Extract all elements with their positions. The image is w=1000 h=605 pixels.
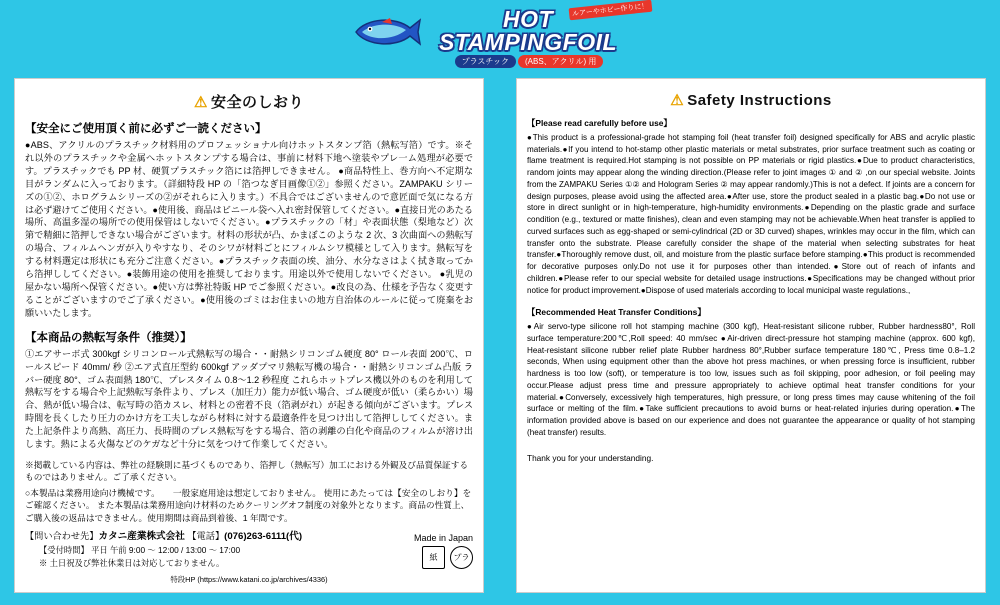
tel-label: 【電話】 [187, 530, 225, 541]
made-in-label: Made in Japan [413, 533, 473, 544]
logo-line-1: HOT [502, 6, 554, 32]
logo-sub-left: プラスチック [455, 55, 516, 68]
panel-japanese [14, 78, 484, 593]
holiday-note: ※ 土日祝及び弊社休業日は対応しておりません。 [39, 557, 225, 568]
contact-label: 【問い合わせ先】 [25, 530, 99, 541]
left-section2-heading: 【本商品の熱転写条件（推奨）】 [25, 331, 192, 344]
hours-value: 平日 午前 9:00 ～ 12:00 / 13:00 ～ 17:00 [91, 545, 241, 556]
left-section1-body: ●ABS、アクリルのプラスチック材料用のプロフェッショナル向けホットスタンプ箔（熱転写箔）です。※それ以外のプラスチックや金属へホットスタンプする場合は、事前に材料下地へ塗装やプレ一ム処理が必要です。プラスチックでも PP 材、硬質プラスチック箔には箔押しできません。 ●商品特性上、巻方向へ不定期な目がランダムに入っております。（詳細特段 HP の「箔つなぎ目画像①②」参照ください。ZAMPAKU シリーズの①②、ホログラムシリーズの②がそれらに入ります。）不具合ではございませんので意匠面で気になる方は必ず避けてご使用ください。●使用後、商品はビニール袋へ入れ密封保管してください。●直接日光のあたる場所、高温多湿の場所での使用保管はしないでください。●プラスチックの「材」や表面状態（梨地など）次第で精細に箔押しできない場合がございます。材料の形状が凸、かまぼこのような 2 次、3 次曲面への熱転写の場合、フィルムヘンガが入りやすなり、そのシワが材料ごとにフィルムシワ模様として入ります。熱転写をする材料選定は形状にも充分ご注意ください。●プラスチック表面の埃、油分、水分なさはよく拭き取ってから箔押ししてください。●装飾用途の使用を推奨しております。用途以外で使用しないでください。 ●乳児の屋かない場所へ保管ください。●使い方は弊社特販 HP でご参照ください。●改良の為、仕様を予告なく変更することがございますのでご了承ください。●使用後のゴミはお住まいの地方自治体のルールに従って廃棄をお願いいたします。 [25, 140, 473, 318]
warning-icon: ⚠ [194, 94, 208, 111]
logo-sub-right: (ABS、アクリル) 用 [518, 55, 603, 68]
right-title-text: Safety Instructions [687, 92, 832, 109]
recycle-mark-plastic: プラ [450, 546, 473, 569]
recycle-mark-paper: 紙 [422, 546, 445, 569]
left-panel-title [25, 91, 473, 112]
thanks-note: Thank you for your understanding. [527, 452, 654, 463]
right-read-heading: 【Please read carefully before use】 [527, 118, 672, 128]
product-logo [340, 4, 660, 70]
left-title-text: 安全のしおり [210, 94, 304, 111]
contact-company: カタニ産業株式会社 [98, 530, 185, 542]
right-conditions-heading: 【Recommended Heat Transfer Conditions】 [527, 307, 706, 318]
hours-label: 【受付時間】 [39, 545, 89, 556]
special-site-url-row [25, 574, 473, 585]
right-conditions-body: ●Air servo-type silicone roll hot stamping machine (300 kgf), Heat-resistant silicone rubber, Rubber hardness80°, Roll surface temperature:200℃,Roll speed: 40 mm/sec ●Air-driven direct-pressure hot stamping machine (approx. 600 kgf), Heat-resistant silicone rubber relief plate Rubber hardness 80°,Rubber surface temperature 180℃, Press time 0.8–1.2 seconds, When using equipment other than the above hot press machines, or when pressing force is insufficient, rubber hardness is too low (soft), or temperature is too low, issues such as foil skipping, poor adhesion, or foil peeling may occur.Please adjust press time and pressure appropriately to achieve optimal heat transfer conditions for your material.●Conversely, excessively high temperatures, high pressure, or long press times may cause whitening of the foil surface or melting of the film.●Take sufficient precautions to avoid burns or heat-related injuries during operation.●The information provided above is based on our experience and does not guarantee the appearance or quality of hot stamping (heat transfer) results. [527, 322, 975, 437]
right-panel-title [527, 91, 975, 109]
left-section2-body: ①エアサーボ式 300kgf シリコンロール式熱転写の場合・・耐熱シリコンゴム硬度 80° ロール表面 200℃、ロールスピード 40mm/ 秒 ②エア式直圧型約 600kgf アッダプマリ熱転写機の場合・・耐熱シリコンゴム凸版 ラバー硬度 80°、ゴム表面熱 180℃、プレスタイム 0.8〜1.2 秒程度 これらホットプレス機以外のものを利用して熱転写をする場合や上記熱転写条件より、プレス（加圧力）能力が低い場合、ゴム硬度が低い（柔らかい）場合、熱が低い場合は、転写時の箔カスレ、材料との密着不良（箔剥がれ）が起きる傾向がございます。プレス時間を長くしたり圧力のかけ方を工夫しながら材料に対する最適条件を見つけ出して箔押ししてください。また上記条件より高熱、高圧力、長時間のプレス熱転写をする場合、箔の剥離の白化や商品のフィルムが溶け出します。熱による火傷などのケガなど十分に気をつけて作業してください。 [25, 348, 473, 450]
right-read-body: ●This product is a professional-grade hot stamping foil (heat transfer foil) designed specifically for ABS and acrylic plastic materials.●If you intend to hot-stamp other plastic materials or metal substrates, prior surface treatment such as coating or flame treatment is required.Hot stamping is not possible on PP materials or rigid plastics.●Due to product characteristics, random joints may appear along the winding direction.(Please refer to joint images ① and ② ,on our special website. Joints from the ZAMPAKU Series ①② and Hologram Series ② may appear randomly.)This is not a defect. If joints are a concern for design purposes, please avoid using the affected area.●After use, store the product sealed in a plastic bag.●Do not use or store in direct sunlight or in high-temperature, high-humidity environments.●Depending on the plastic grade and surface condition (e.g., textured or matte finishes), clean and even stamping may not be achievable.When heat transfer is applied to curved surfaces such as egg-shaped or semi-cylindrical (2D or 3D curved) shapes, wrinkles may occur in the film, which can transfer onto the substrate. Please carefully consider the shape of the material when selecting substrates for heat transfer.●Thoroughly remove dust, oil, and moisture from the plastic surface before stamping.●This product is recommended for decorative purposes only.Do not use it for purposes other than intended.●Store out of reach of infants and children.●Please refer to our special website for detailed usage instructions.●Specifications may be changed without prior notice for product improvement.●Dispose of used materials according to local municipal waste regulations., [527, 133, 975, 295]
logo-tagline: ルアーやホビー作りに！ [569, 0, 652, 20]
left-footer [25, 530, 473, 569]
left-section1-heading: 【安全にご使用頂く前に必ずご一読ください】 [25, 123, 267, 135]
contact-block [25, 530, 302, 569]
left-note-2: ○本製品は業務用途向け機械です。 一般家庭用途は想定しておりません。 使用にあたっては【安全のしおり】をご確認ください。 また本製品は業務用途向け材料のためクーリングオフ制度の対象外となります。商品の性質上、ご購入後の返品はできません。使用期間は商品到着後、1 年間です。 [25, 488, 472, 523]
url-value[interactable]: (https://www.katani.co.jp/archives/4336) [197, 575, 328, 585]
url-label: 特段HP [170, 575, 196, 585]
panel-english [516, 78, 986, 593]
tel-number: (076)263-6111(代) [224, 530, 303, 542]
left-note-1: ※掲載している内容は、弊社の経験則に基づくものであり、箔押し（熱転写）加工における外観及び品質保証するものではありません。ご了承ください。 [25, 459, 469, 483]
warning-icon: ⚠ [670, 92, 685, 109]
logo-line-2: STAMPINGFOIL [438, 29, 618, 56]
